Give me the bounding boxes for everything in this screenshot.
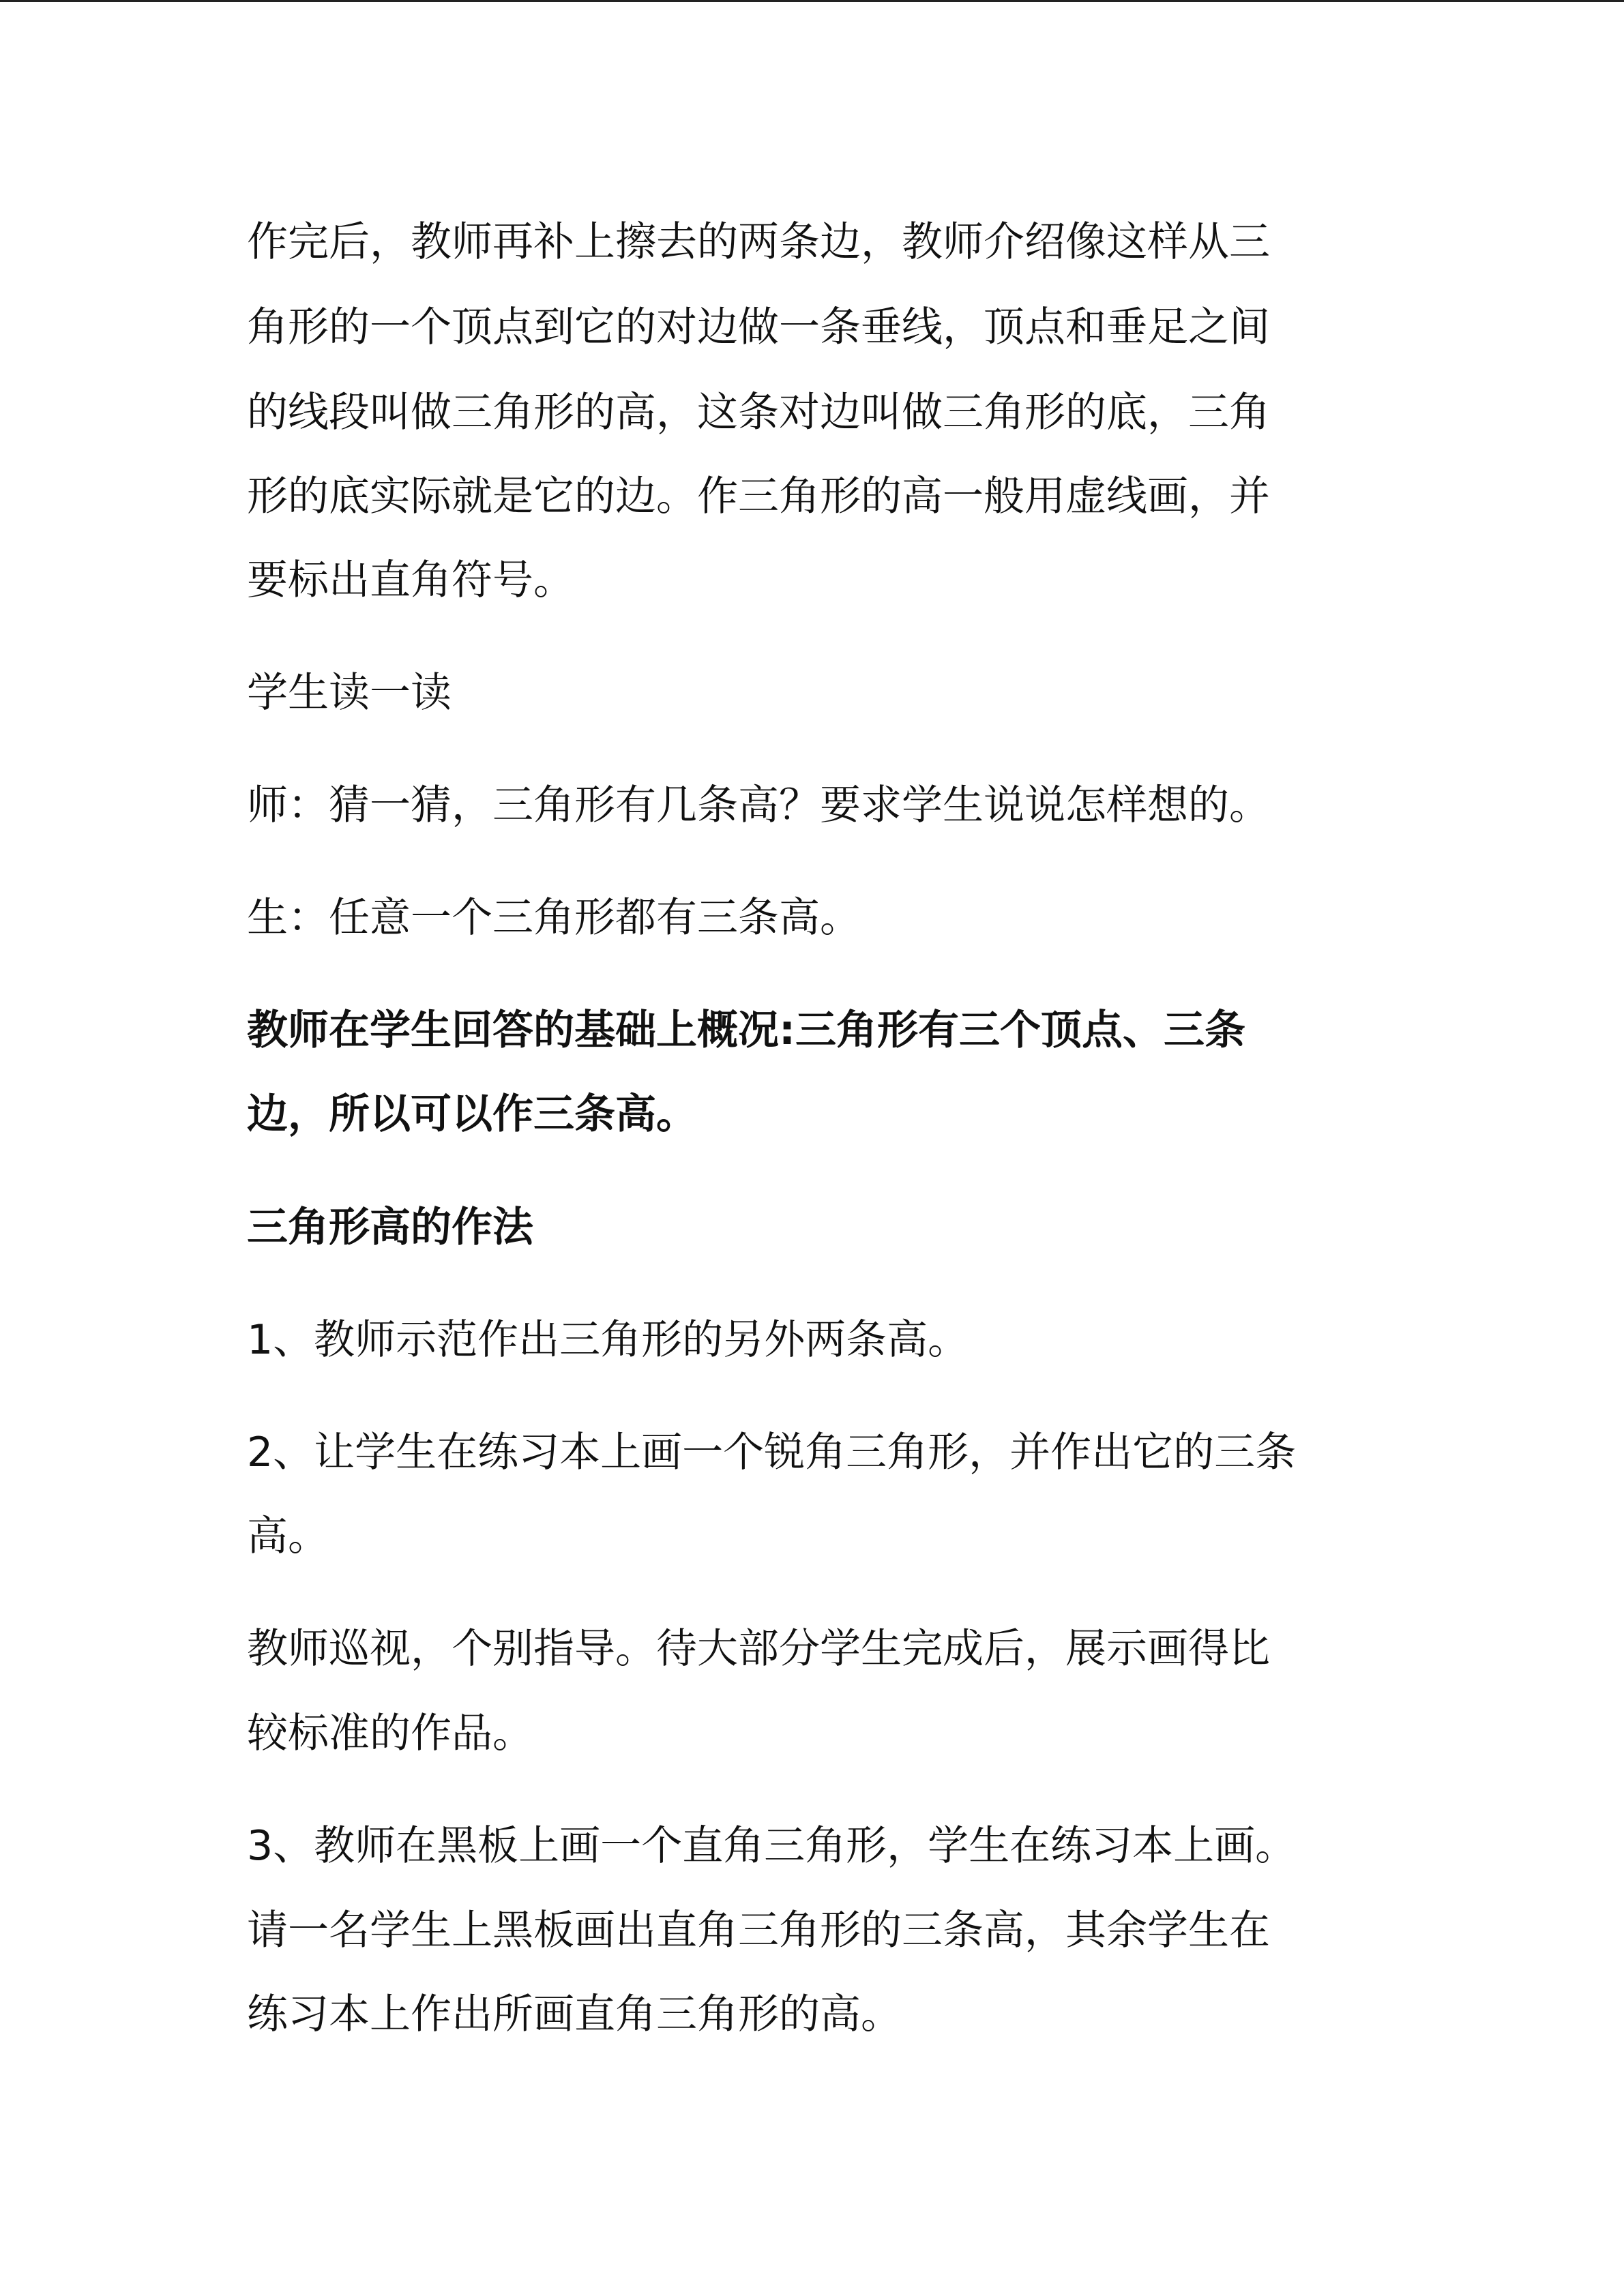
page-top-border xyxy=(0,0,1624,2)
paragraph-line: 教师巡视，个别指导。待大部分学生完成后，展示画得比 xyxy=(247,1625,1270,1673)
paragraph-line: 形的底实际就是它的边。作三角形的高一般用虚线画，并 xyxy=(247,473,1270,520)
paragraph-line: 的线段叫做三角形的高，这条对边叫做三角形的底，三角 xyxy=(247,389,1270,436)
paragraph-line: 3、教师在黑板上画一个直角三角形，学生在练习本上画。 xyxy=(247,1822,1297,1870)
paragraph-line: 作完后，教师再补上擦去的两条边，教师介绍像这样从三 xyxy=(247,218,1270,266)
paragraph-line: 较标准的作品。 xyxy=(247,1710,533,1757)
paragraph-line: 师：猜一猜，三角形有几条高？要求学生说说怎样想的。 xyxy=(247,781,1270,829)
bold-paragraph-line: 边，所以可以作三条高。 xyxy=(247,1090,697,1138)
bold-paragraph-line: 教师在学生回答的基础上概况:三角形有三个顶点、三条 xyxy=(247,1007,1245,1054)
paragraph-line: 学生读一读 xyxy=(247,669,452,717)
paragraph-line: 生：任意一个三角形都有三条高。 xyxy=(247,894,861,942)
paragraph-line: 1、教师示范作出三角形的另外两条高。 xyxy=(247,1316,969,1364)
paragraph-line: 练习本上作出所画直角三角形的高。 xyxy=(247,1991,902,2038)
paragraph-line: 请一名学生上黑板画出直角三角形的三条高，其余学生在 xyxy=(247,1907,1270,1954)
paragraph-line: 2、让学生在练习本上画一个锐角三角形，并作出它的三条 xyxy=(247,1429,1297,1476)
section-heading: 三角形高的作法 xyxy=(247,1204,533,1251)
paragraph-line: 角形的一个顶点到它的对边做一条垂线，顶点和垂足之间 xyxy=(247,303,1270,351)
paragraph-line: 高。 xyxy=(247,1512,329,1560)
paragraph-line: 要标出直角符号。 xyxy=(247,556,574,604)
